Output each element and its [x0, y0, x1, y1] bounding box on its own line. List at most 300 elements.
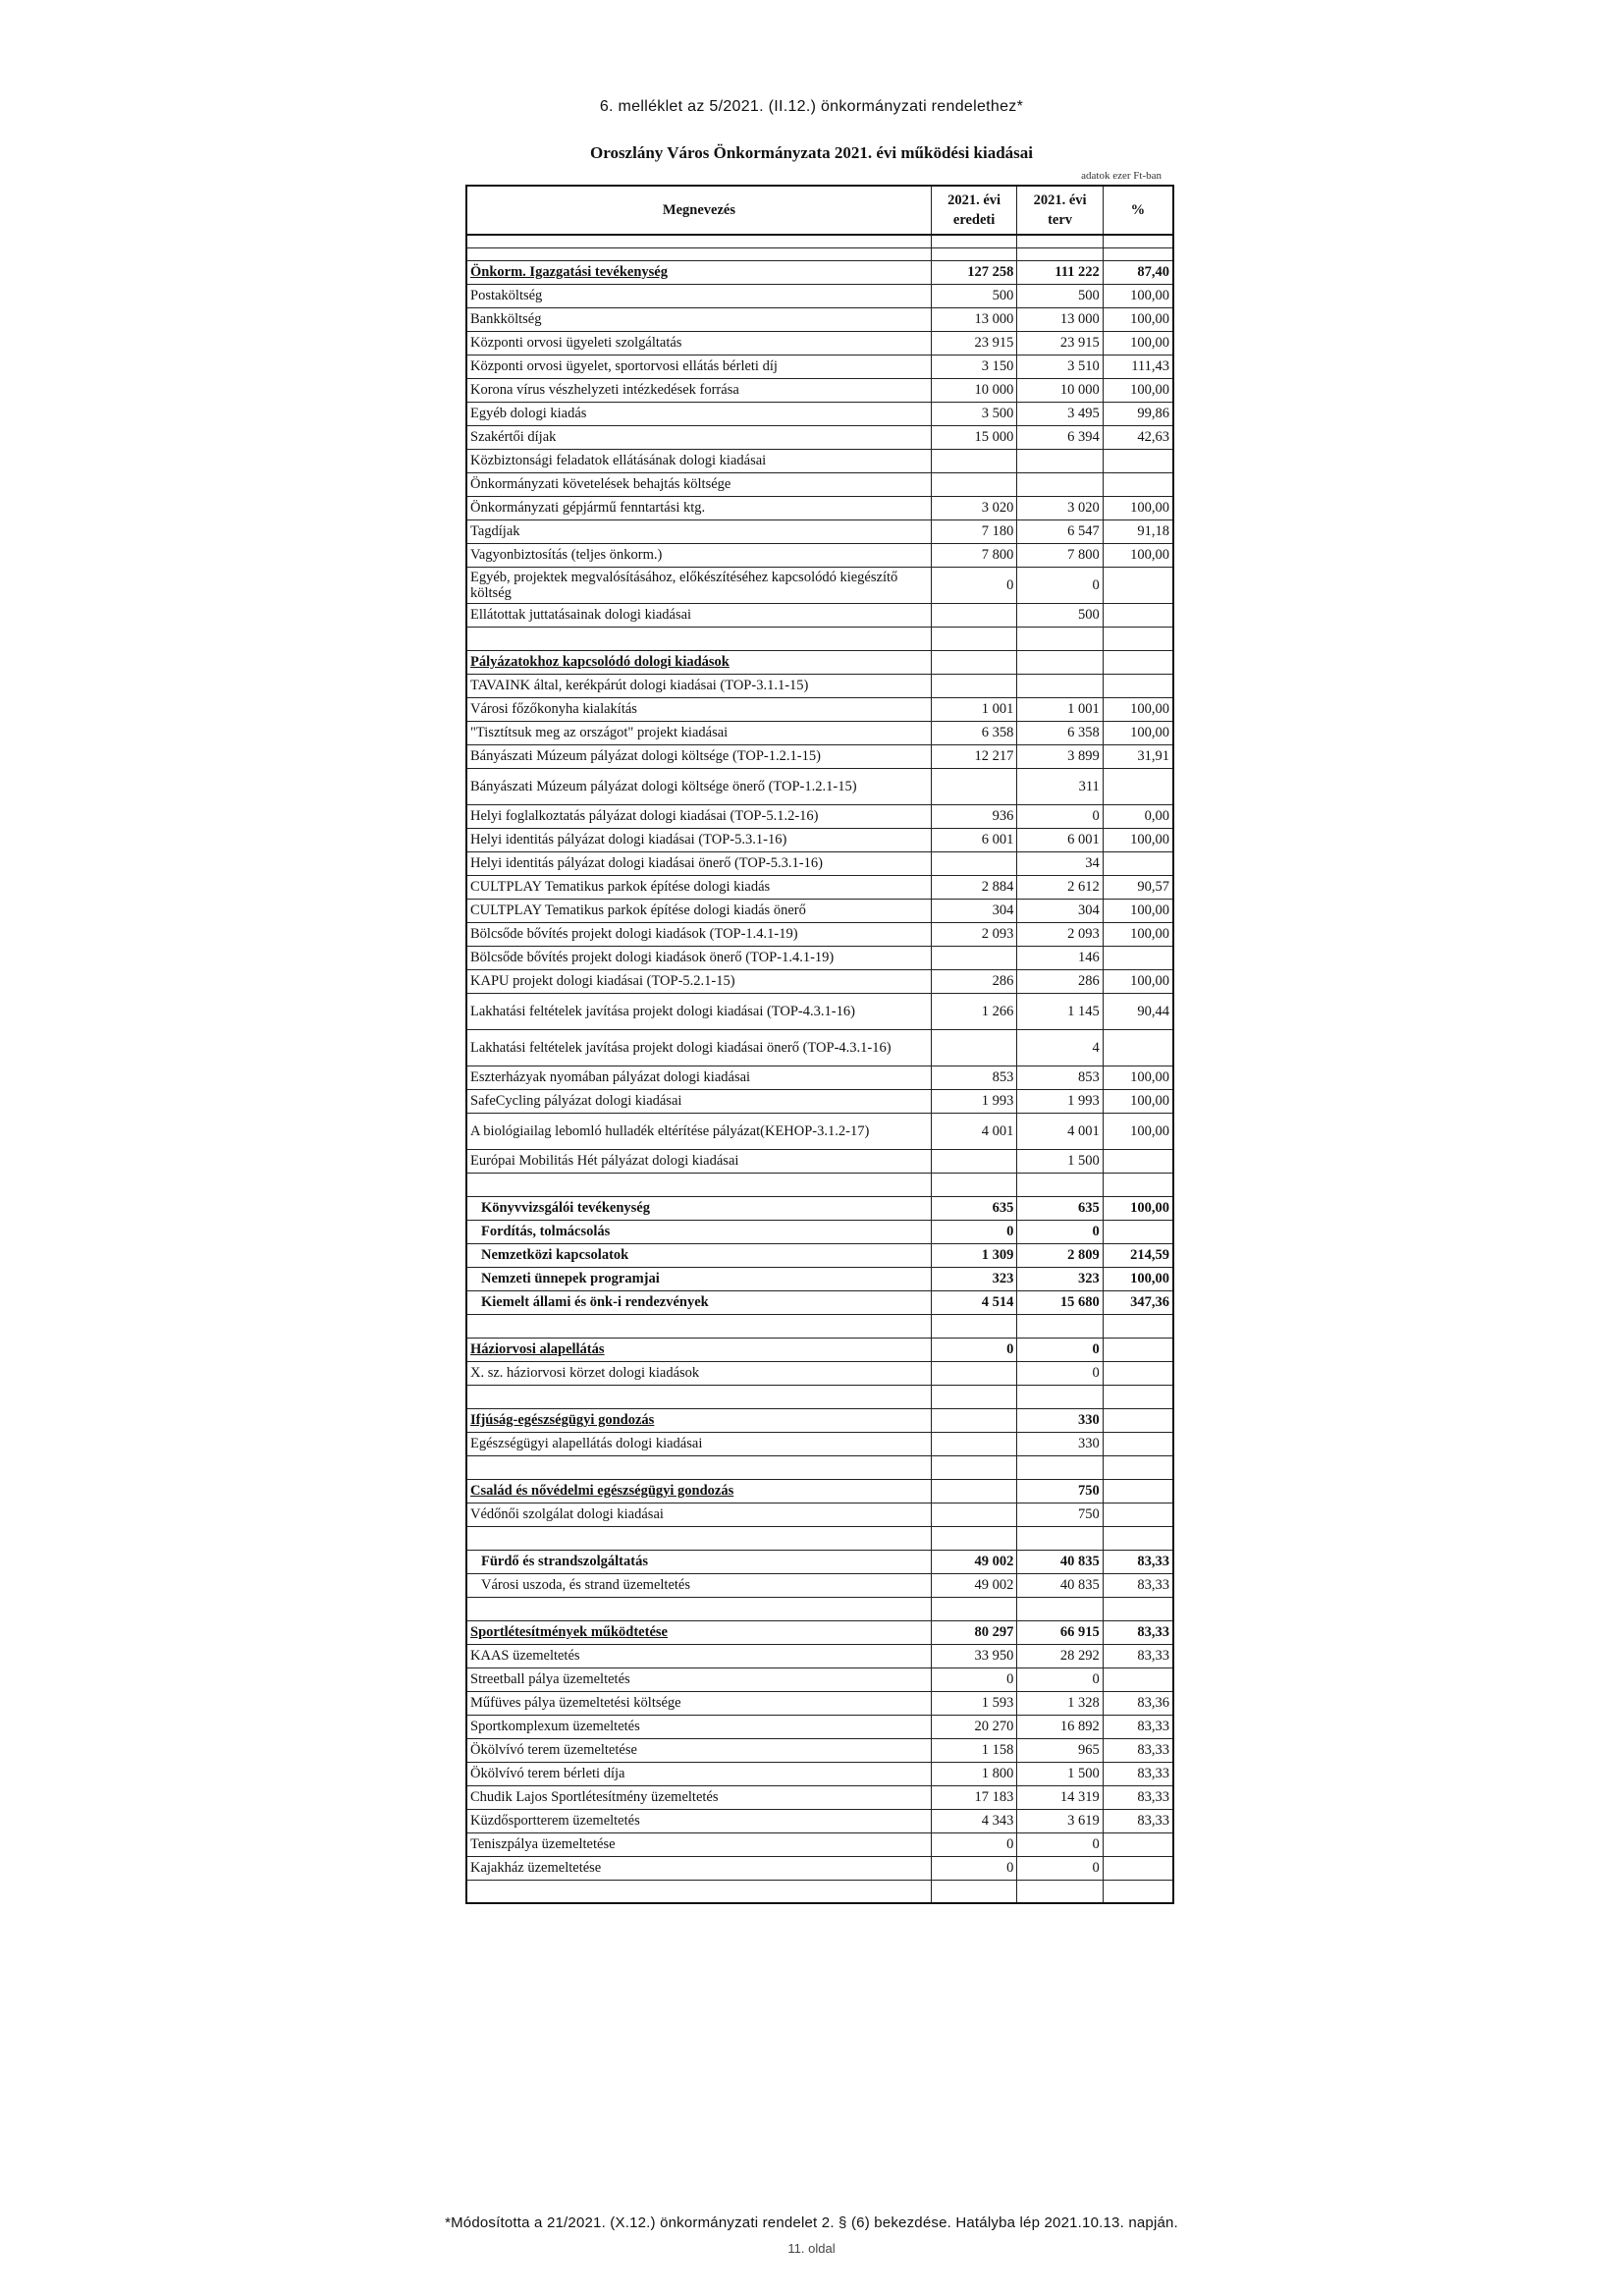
original-value: 6 001 — [931, 829, 1016, 852]
percent-value: 0,00 — [1103, 805, 1173, 829]
original-value: 2 884 — [931, 876, 1016, 900]
original-value — [931, 852, 1016, 876]
table-row — [466, 248, 1173, 261]
plan-value: 6 394 — [1017, 426, 1103, 450]
percent-value — [1103, 1339, 1173, 1362]
row-label: Szakértői díjak — [466, 426, 931, 450]
table-row — [466, 332, 1173, 355]
row-label — [466, 248, 931, 261]
table-row — [466, 450, 1173, 473]
original-value — [931, 450, 1016, 473]
table-row — [466, 520, 1173, 544]
plan-value: 3 619 — [1017, 1810, 1103, 1833]
table-row — [466, 651, 1173, 675]
percent-value: 100,00 — [1103, 1066, 1173, 1090]
original-value — [931, 1503, 1016, 1527]
row-label: A biológiailag lebomló hulladék eltérítése pályázat(KEHOP-3.1.2-17) — [466, 1114, 931, 1150]
original-value: 3 500 — [931, 403, 1016, 426]
header-name: Megnevezés — [466, 186, 931, 235]
percent-value: 83,33 — [1103, 1621, 1173, 1645]
row-label — [466, 235, 931, 248]
original-value: 1 158 — [931, 1739, 1016, 1763]
row-label: TAVAINK által, kerékpárút dologi kiadásai (TOP-3.1.1-15) — [466, 675, 931, 698]
expenditure-table-wrapper — [465, 185, 1174, 1904]
row-label: Eszterházyak nyomában pályázat dologi kiadásai — [466, 1066, 931, 1090]
table-row — [466, 722, 1173, 745]
percent-value — [1103, 1598, 1173, 1621]
table-row — [466, 1716, 1173, 1739]
original-value — [931, 248, 1016, 261]
row-label: Fordítás, tolmácsolás — [466, 1221, 931, 1244]
row-label — [466, 1315, 931, 1339]
percent-value: 100,00 — [1103, 1114, 1173, 1150]
row-label: Fürdő és strandszolgáltatás — [466, 1551, 931, 1574]
row-label: Nemzetközi kapcsolatok — [466, 1244, 931, 1268]
row-label: "Tisztítsuk meg az országot" projekt kiadásai — [466, 722, 931, 745]
percent-value — [1103, 604, 1173, 628]
original-value — [931, 1386, 1016, 1409]
original-value: 3 020 — [931, 497, 1016, 520]
row-label: Műfüves pálya üzemeltetési költsége — [466, 1692, 931, 1716]
original-value: 0 — [931, 1857, 1016, 1881]
row-label: Ökölvívó terem bérleti díja — [466, 1763, 931, 1786]
row-label: Közbiztonsági feladatok ellátásának dologi kiadásai — [466, 450, 931, 473]
original-value — [931, 769, 1016, 805]
table-row — [466, 947, 1173, 970]
percent-value: 99,86 — [1103, 403, 1173, 426]
row-label: Ellátottak juttatásainak dologi kiadásai — [466, 604, 931, 628]
percent-value: 100,00 — [1103, 722, 1173, 745]
percent-value: 100,00 — [1103, 829, 1173, 852]
percent-value — [1103, 947, 1173, 970]
table-row — [466, 698, 1173, 722]
plan-value: 0 — [1017, 1362, 1103, 1386]
plan-value: 323 — [1017, 1268, 1103, 1291]
table-row — [466, 1598, 1173, 1621]
percent-value: 83,33 — [1103, 1810, 1173, 1833]
original-value: 286 — [931, 970, 1016, 994]
percent-value: 100,00 — [1103, 698, 1173, 722]
row-label: Védőnői szolgálat dologi kiadásai — [466, 1503, 931, 1527]
percent-value: 83,33 — [1103, 1574, 1173, 1598]
header-percent: % — [1103, 186, 1173, 235]
original-value — [931, 628, 1016, 651]
plan-value: 1 993 — [1017, 1090, 1103, 1114]
percent-value — [1103, 1527, 1173, 1551]
row-label — [466, 628, 931, 651]
table-row — [466, 876, 1173, 900]
percent-value: 83,33 — [1103, 1763, 1173, 1786]
row-label: Kiemelt állami és önk-i rendezvények — [466, 1291, 931, 1315]
plan-value — [1017, 473, 1103, 497]
percent-value — [1103, 651, 1173, 675]
original-value: 0 — [931, 1339, 1016, 1362]
table-row — [466, 1339, 1173, 1362]
original-value — [931, 1362, 1016, 1386]
original-value: 323 — [931, 1268, 1016, 1291]
table-row — [466, 1503, 1173, 1527]
row-label: Önkorm. Igazgatási tevékenység — [466, 261, 931, 285]
original-value: 127 258 — [931, 261, 1016, 285]
table-row — [466, 1174, 1173, 1197]
original-value: 1 001 — [931, 698, 1016, 722]
table-row — [466, 1409, 1173, 1433]
table-row — [466, 1221, 1173, 1244]
percent-value — [1103, 248, 1173, 261]
plan-value: 111 222 — [1017, 261, 1103, 285]
percent-value: 31,91 — [1103, 745, 1173, 769]
table-row — [466, 769, 1173, 805]
original-value: 3 150 — [931, 355, 1016, 379]
original-value — [931, 1150, 1016, 1174]
percent-value — [1103, 675, 1173, 698]
percent-value — [1103, 1362, 1173, 1386]
percent-value — [1103, 1503, 1173, 1527]
table-row — [466, 1315, 1173, 1339]
plan-value — [1017, 651, 1103, 675]
row-label — [466, 1527, 931, 1551]
percent-value: 100,00 — [1103, 285, 1173, 308]
original-value: 936 — [931, 805, 1016, 829]
original-value — [931, 1315, 1016, 1339]
plan-value: 500 — [1017, 285, 1103, 308]
percent-value: 100,00 — [1103, 332, 1173, 355]
original-value: 10 000 — [931, 379, 1016, 403]
document-title: Oroszlány Város Önkormányzata 2021. évi működési kiadásai — [589, 143, 1034, 162]
table-row — [466, 308, 1173, 332]
plan-value — [1017, 1315, 1103, 1339]
plan-value: 0 — [1017, 1857, 1103, 1881]
percent-value — [1103, 1386, 1173, 1409]
table-row — [466, 1763, 1173, 1786]
table-row — [466, 1786, 1173, 1810]
row-label: Bányászati Múzeum pályázat dologi költsége (TOP-1.2.1-15) — [466, 745, 931, 769]
original-value: 33 950 — [931, 1645, 1016, 1668]
plan-value: 0 — [1017, 1339, 1103, 1362]
percent-value: 83,33 — [1103, 1739, 1173, 1763]
row-label: Küzdősportterem üzemeltetés — [466, 1810, 931, 1833]
plan-value: 1 145 — [1017, 994, 1103, 1030]
table-row — [466, 1527, 1173, 1551]
plan-value: 750 — [1017, 1503, 1103, 1527]
row-label — [466, 1386, 931, 1409]
table-row — [466, 923, 1173, 947]
row-label: Egyéb dologi kiadás — [466, 403, 931, 426]
original-value: 6 358 — [931, 722, 1016, 745]
plan-value — [1017, 450, 1103, 473]
original-value: 304 — [931, 900, 1016, 923]
plan-value: 1 500 — [1017, 1150, 1103, 1174]
row-label: Chudik Lajos Sportlétesítmény üzemeltetés — [466, 1786, 931, 1810]
original-value — [931, 1881, 1016, 1904]
row-label: Bányászati Múzeum pályázat dologi költsége önerő (TOP-1.2.1-15) — [466, 769, 931, 805]
percent-value: 83,36 — [1103, 1692, 1173, 1716]
percent-value: 347,36 — [1103, 1291, 1173, 1315]
table-row — [466, 900, 1173, 923]
percent-value: 100,00 — [1103, 1090, 1173, 1114]
plan-value — [1017, 235, 1103, 248]
plan-value — [1017, 248, 1103, 261]
table-row — [466, 628, 1173, 651]
row-label: Pályázatokhoz kapcsolódó dologi kiadások — [466, 651, 931, 675]
percent-value: 100,00 — [1103, 497, 1173, 520]
row-label: Könyvvizsgálói tevékenység — [466, 1197, 931, 1221]
percent-value: 100,00 — [1103, 308, 1173, 332]
original-value: 0 — [931, 568, 1016, 604]
unit-note: adatok ezer Ft-ban — [1081, 170, 1162, 182]
row-label: Bölcsőde bővítés projekt dologi kiadások (TOP-1.4.1-19) — [466, 923, 931, 947]
row-label: X. sz. háziorvosi körzet dologi kiadások — [466, 1362, 931, 1386]
plan-value: 13 000 — [1017, 308, 1103, 332]
original-value: 853 — [931, 1066, 1016, 1090]
original-value — [931, 651, 1016, 675]
original-value: 4 343 — [931, 1810, 1016, 1833]
percent-value: 100,00 — [1103, 379, 1173, 403]
percent-value — [1103, 769, 1173, 805]
percent-value — [1103, 852, 1173, 876]
table-row — [466, 1090, 1173, 1114]
original-value — [931, 1030, 1016, 1066]
original-value: 4 514 — [931, 1291, 1016, 1315]
table-row — [466, 1362, 1173, 1386]
table-row — [466, 1480, 1173, 1503]
table-row — [466, 285, 1173, 308]
table-row — [466, 1668, 1173, 1692]
plan-value — [1017, 1598, 1103, 1621]
original-value: 23 915 — [931, 332, 1016, 355]
row-label — [466, 1598, 931, 1621]
percent-value: 111,43 — [1103, 355, 1173, 379]
plan-value — [1017, 1881, 1103, 1904]
original-value — [931, 1598, 1016, 1621]
plan-value: 40 835 — [1017, 1574, 1103, 1598]
row-label — [466, 1174, 931, 1197]
row-label: Európai Mobilitás Hét pályázat dologi kiadásai — [466, 1150, 931, 1174]
table-row — [466, 1268, 1173, 1291]
plan-value: 0 — [1017, 1221, 1103, 1244]
original-value — [931, 473, 1016, 497]
percent-value — [1103, 1174, 1173, 1197]
plan-value: 1 500 — [1017, 1763, 1103, 1786]
plan-value: 0 — [1017, 1833, 1103, 1857]
header-plan: 2021. évi terv — [1017, 186, 1103, 235]
plan-value: 2 612 — [1017, 876, 1103, 900]
expenditure-table — [465, 185, 1174, 1904]
row-label: Tagdíjak — [466, 520, 931, 544]
row-label: Sportlétesítmények működtetése — [466, 1621, 931, 1645]
table-row — [466, 1433, 1173, 1456]
original-value: 7 180 — [931, 520, 1016, 544]
row-label — [466, 1456, 931, 1480]
table-row — [466, 1621, 1173, 1645]
original-value — [931, 947, 1016, 970]
original-value: 1 800 — [931, 1763, 1016, 1786]
plan-value: 4 — [1017, 1030, 1103, 1066]
table-row — [466, 1386, 1173, 1409]
table-row — [466, 1456, 1173, 1480]
original-value: 1 309 — [931, 1244, 1016, 1268]
plan-value: 965 — [1017, 1739, 1103, 1763]
row-label: Egészségügyi alapellátás dologi kiadásai — [466, 1433, 931, 1456]
table-row — [466, 1574, 1173, 1598]
row-label: SafeCycling pályázat dologi kiadásai — [466, 1090, 931, 1114]
original-value: 1 593 — [931, 1692, 1016, 1716]
plan-value: 15 680 — [1017, 1291, 1103, 1315]
plan-value — [1017, 1456, 1103, 1480]
row-label: Teniszpálya üzemeltetése — [466, 1833, 931, 1857]
row-label: Ökölvívó terem üzemeltetése — [466, 1739, 931, 1763]
original-value: 15 000 — [931, 426, 1016, 450]
plan-value — [1017, 628, 1103, 651]
percent-value: 42,63 — [1103, 426, 1173, 450]
table-row — [466, 1197, 1173, 1221]
percent-value: 100,00 — [1103, 923, 1173, 947]
original-value — [931, 1527, 1016, 1551]
row-label: Helyi identitás pályázat dologi kiadásai (TOP-5.3.1-16) — [466, 829, 931, 852]
row-label: Nemzeti ünnepek programjai — [466, 1268, 931, 1291]
original-value: 1 266 — [931, 994, 1016, 1030]
table-row — [466, 852, 1173, 876]
plan-value: 1 328 — [1017, 1692, 1103, 1716]
original-value — [931, 235, 1016, 248]
percent-value — [1103, 1857, 1173, 1881]
percent-value: 83,33 — [1103, 1645, 1173, 1668]
table-row — [466, 1692, 1173, 1716]
plan-value — [1017, 1174, 1103, 1197]
table-row — [466, 1833, 1173, 1857]
footnote: *Módosította a 21/2021. (X.12.) önkormányzati rendelet 2. § (6) bekezdése. Hatályba lép 2021.10.13. napján. — [445, 2214, 1178, 2231]
percent-value: 100,00 — [1103, 900, 1173, 923]
row-label: Lakhatási feltételek javítása projekt dologi kiadásai önerő (TOP-4.3.1-16) — [466, 1030, 931, 1066]
plan-value: 2 093 — [1017, 923, 1103, 947]
original-value: 4 001 — [931, 1114, 1016, 1150]
row-label: Városi főzőkonyha kialakítás — [466, 698, 931, 722]
percent-value — [1103, 235, 1173, 248]
percent-value: 83,33 — [1103, 1786, 1173, 1810]
percent-value — [1103, 628, 1173, 651]
original-value: 7 800 — [931, 544, 1016, 568]
row-label: Helyi identitás pályázat dologi kiadásai önerő (TOP-5.3.1-16) — [466, 852, 931, 876]
table-row — [466, 544, 1173, 568]
table-row — [466, 1150, 1173, 1174]
percent-value: 90,44 — [1103, 994, 1173, 1030]
table-row — [466, 1291, 1173, 1315]
plan-value: 146 — [1017, 947, 1103, 970]
table-row — [466, 1114, 1173, 1150]
row-label: Központi orvosi ügyelet, sportorvosi ellátás bérleti díj — [466, 355, 931, 379]
table-row — [466, 261, 1173, 285]
original-value — [931, 1433, 1016, 1456]
row-label — [466, 1881, 931, 1904]
row-label: KAAS üzemeltetés — [466, 1645, 931, 1668]
plan-value: 853 — [1017, 1066, 1103, 1090]
plan-value: 3 510 — [1017, 355, 1103, 379]
original-value — [931, 1456, 1016, 1480]
table-row — [466, 745, 1173, 769]
original-value — [931, 1174, 1016, 1197]
original-value — [931, 675, 1016, 698]
table-row — [466, 1066, 1173, 1090]
row-label: KAPU projekt dologi kiadásai (TOP-5.2.1-15) — [466, 970, 931, 994]
plan-value: 330 — [1017, 1409, 1103, 1433]
page-number: 11. oldal — [787, 2241, 836, 2256]
plan-value: 311 — [1017, 769, 1103, 805]
table-header-row — [466, 186, 1173, 235]
row-label: Postaköltség — [466, 285, 931, 308]
plan-value: 34 — [1017, 852, 1103, 876]
plan-value: 66 915 — [1017, 1621, 1103, 1645]
original-value: 0 — [931, 1833, 1016, 1857]
original-value — [931, 1480, 1016, 1503]
table-row — [466, 1857, 1173, 1881]
table-row — [466, 604, 1173, 628]
percent-value — [1103, 1409, 1173, 1433]
plan-value: 304 — [1017, 900, 1103, 923]
row-label: Egyéb, projektek megvalósításához, előkészítéséhez kapcsolódó kiegészítő költség — [466, 568, 931, 604]
plan-value: 2 809 — [1017, 1244, 1103, 1268]
plan-value: 3 020 — [1017, 497, 1103, 520]
table-row — [466, 1645, 1173, 1668]
row-label: CULTPLAY Tematikus parkok építése dologi kiadás — [466, 876, 931, 900]
percent-value: 100,00 — [1103, 1197, 1173, 1221]
original-value — [931, 1409, 1016, 1433]
percent-value: 91,18 — [1103, 520, 1173, 544]
percent-value: 214,59 — [1103, 1244, 1173, 1268]
original-value: 49 002 — [931, 1551, 1016, 1574]
table-row — [466, 1551, 1173, 1574]
plan-value: 6 358 — [1017, 722, 1103, 745]
plan-value: 6 547 — [1017, 520, 1103, 544]
percent-value — [1103, 1480, 1173, 1503]
plan-value: 6 001 — [1017, 829, 1103, 852]
percent-value — [1103, 473, 1173, 497]
plan-value: 750 — [1017, 1480, 1103, 1503]
plan-value: 3 495 — [1017, 403, 1103, 426]
plan-value: 500 — [1017, 604, 1103, 628]
row-label: Streetball pálya üzemeltetés — [466, 1668, 931, 1692]
percent-value: 90,57 — [1103, 876, 1173, 900]
original-value: 49 002 — [931, 1574, 1016, 1598]
table-row — [466, 568, 1173, 604]
annex-reference: 6. melléklet az 5/2021. (II.12.) önkormányzati rendelethez* — [599, 98, 1024, 115]
row-label: Városi uszoda, és strand üzemeltetés — [466, 1574, 931, 1598]
plan-value — [1017, 1527, 1103, 1551]
plan-value: 0 — [1017, 568, 1103, 604]
percent-value — [1103, 1833, 1173, 1857]
plan-value: 330 — [1017, 1433, 1103, 1456]
original-value: 80 297 — [931, 1621, 1016, 1645]
percent-value — [1103, 1668, 1173, 1692]
plan-value: 286 — [1017, 970, 1103, 994]
percent-value — [1103, 1150, 1173, 1174]
original-value: 1 993 — [931, 1090, 1016, 1114]
original-value: 2 093 — [931, 923, 1016, 947]
original-value: 20 270 — [931, 1716, 1016, 1739]
table-row — [466, 473, 1173, 497]
original-value: 635 — [931, 1197, 1016, 1221]
table-row — [466, 970, 1173, 994]
plan-value: 40 835 — [1017, 1551, 1103, 1574]
table-row — [466, 675, 1173, 698]
table-row — [466, 994, 1173, 1030]
plan-value: 28 292 — [1017, 1645, 1103, 1668]
percent-value: 87,40 — [1103, 261, 1173, 285]
percent-value — [1103, 1433, 1173, 1456]
percent-value — [1103, 1315, 1173, 1339]
row-label: Korona vírus vészhelyzeti intézkedések forrása — [466, 379, 931, 403]
table-row — [466, 403, 1173, 426]
row-label: Család és nővédelmi egészségügyi gondozás — [466, 1480, 931, 1503]
